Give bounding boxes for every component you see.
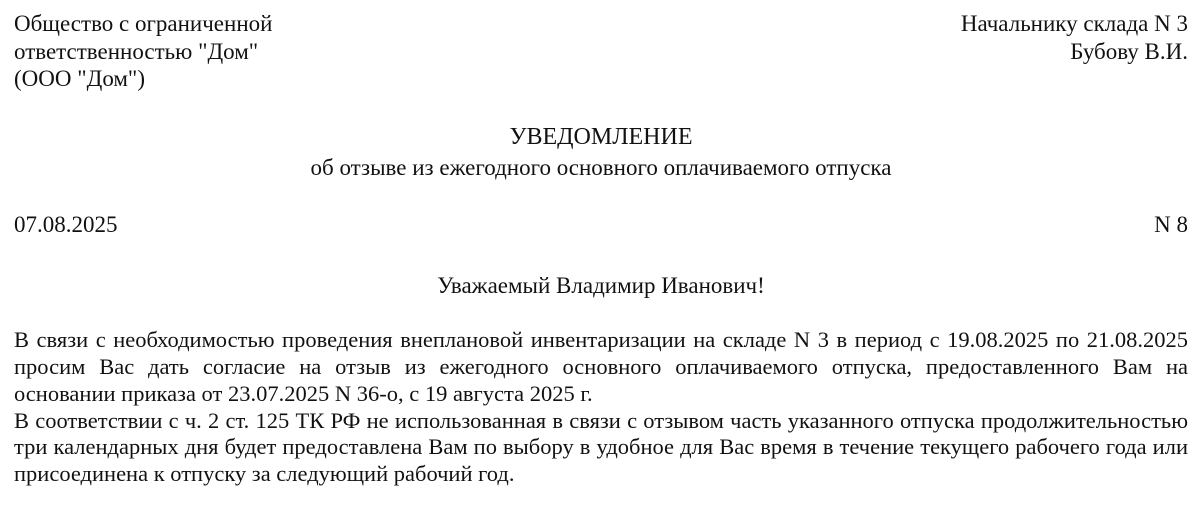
document-title-block	[14, 123, 1188, 181]
document-date: 07.08.2025	[14, 212, 118, 238]
sender-line: (ООО "Дом")	[14, 66, 145, 92]
body-paragraph: В соответствии с ч. 2 ст. 125 ТК РФ не использованная в связи с отзывом часть указанного отпуска продолжительностью три календарных дня будет предоставлена Вам по выбору в удобное для Вас время в течение текущего рабочего года или присоединена к отпуску за следующий рабочий год.	[14, 407, 1188, 487]
addressee-line: Бубову В.И.	[1070, 38, 1188, 64]
greeting: Уважаемый Владимир Иванович!	[437, 272, 765, 298]
document-body	[14, 327, 1188, 488]
sender-line: Общество с ограниченной	[14, 11, 273, 36]
document-subtitle: об отзыве из ежегодного основного оплачиваемого отпуска	[310, 154, 892, 180]
body-paragraph: В связи с необходимостью проведения внеплановой инвентаризации на складе N 3 в период с 19.08.2025 по 21.08.2025 просим Вас дать согласие на отзыв из ежегодного основного оплачиваемого отпуска, предоставленного Вам на основании приказа от 23.07.2025 N 36-о, с 19 августа 2025 г.	[14, 327, 1188, 406]
document-meta	[14, 211, 1188, 239]
addressee-block	[961, 10, 1188, 65]
document	[14, 10, 1188, 488]
sender-line: ответственностью "Дом"	[14, 38, 259, 64]
document-number: N 8	[1154, 212, 1188, 238]
addressee-line: Начальнику склада N 3	[960, 11, 1188, 36]
sender-organization	[14, 10, 272, 93]
document-header	[14, 10, 1188, 93]
document-title: УВЕДОМЛЕНИЕ	[509, 123, 693, 150]
